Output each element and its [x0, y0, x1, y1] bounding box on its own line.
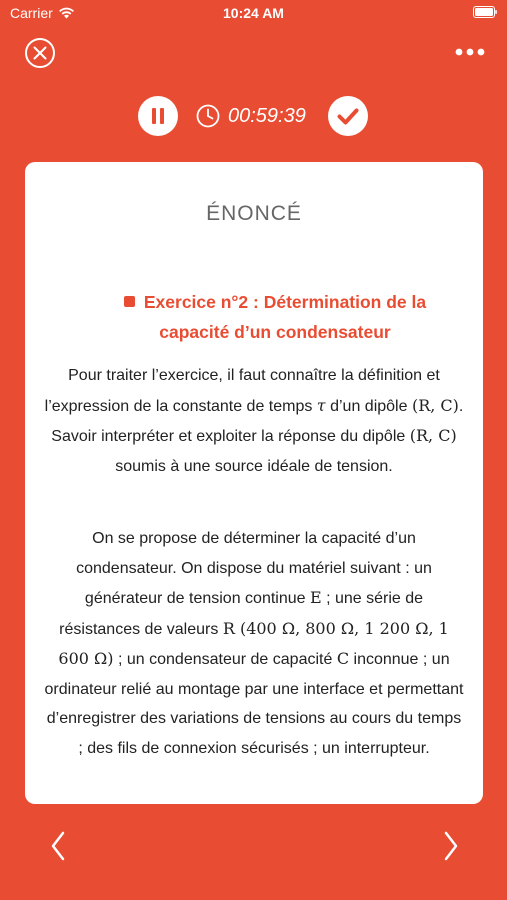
- p2-text-2: ; une série de résistances de valeurs: [59, 590, 424, 638]
- validate-button[interactable]: [328, 96, 368, 136]
- p1-text-4: soumis à une source idéale de tension.: [115, 457, 393, 475]
- p2-c: C: [336, 649, 350, 668]
- more-dots-icon: [455, 42, 485, 62]
- p2-text-3: ; un condensateur de capacité: [113, 651, 337, 668]
- p2-resistance-values: (400 Ω, 800 Ω, 1 200 Ω, 1 600 Ω): [58, 618, 449, 668]
- p2-e: E: [309, 588, 322, 607]
- bullet-square-icon: [124, 296, 135, 307]
- pause-button[interactable]: [138, 96, 178, 136]
- next-button[interactable]: [439, 828, 463, 864]
- previous-button[interactable]: [46, 828, 70, 864]
- p1-text-1: Pour traiter l’exercice, il faut connaître la définition et l’expression de la constante de temps: [44, 367, 440, 415]
- check-icon: [328, 96, 368, 136]
- status-time: 10:24 AM: [223, 5, 284, 21]
- p1-text-2: d’un dipôle: [325, 397, 412, 415]
- exercise-controls: [0, 96, 507, 136]
- close-button[interactable]: [24, 37, 56, 69]
- timer-value: 00:59:39: [228, 104, 306, 127]
- exercise-heading-line2: capacité d’un condensateur: [159, 322, 391, 342]
- p1-tau: τ: [316, 395, 326, 415]
- p2-text-1: On se propose de déterminer la capacité d’un condensateur. On dispose du matériel suivant : un générateur de tension continue: [76, 530, 432, 607]
- statement-paragraph-1: [43, 361, 465, 481]
- statement-paragraph-2: [43, 524, 465, 763]
- p1-rc-1: (R, C): [411, 395, 459, 415]
- more-options-button[interactable]: [455, 42, 485, 62]
- chevron-left-icon: [46, 828, 70, 864]
- chevron-right-icon: [439, 828, 463, 864]
- close-circle-icon: [24, 37, 56, 69]
- statement-card: [25, 162, 483, 804]
- battery-icon: [473, 6, 497, 18]
- carrier-label: Carrier: [10, 5, 53, 21]
- timer: [196, 104, 306, 128]
- p2-text-4: inconnue ; un ordinateur relié au montage par une interface et permettant d’enregistrer des variations de tensions au cours du temps ; des fils de connexion sécurisés ; un interrupteur.: [44, 651, 464, 757]
- p1-rc-2: (R, C): [409, 426, 457, 445]
- exercise-heading-line1: Exercice n°2 : Détermination de la: [143, 292, 427, 312]
- p1-text-3: . Savoir interpréter et exploiter la réponse du dipôle: [51, 397, 464, 445]
- card-title: ÉNONCÉ: [206, 202, 302, 225]
- clock-icon: [196, 104, 220, 128]
- p2-r: R: [222, 618, 235, 638]
- exercise-heading: [95, 287, 455, 347]
- status-bar: [0, 0, 507, 28]
